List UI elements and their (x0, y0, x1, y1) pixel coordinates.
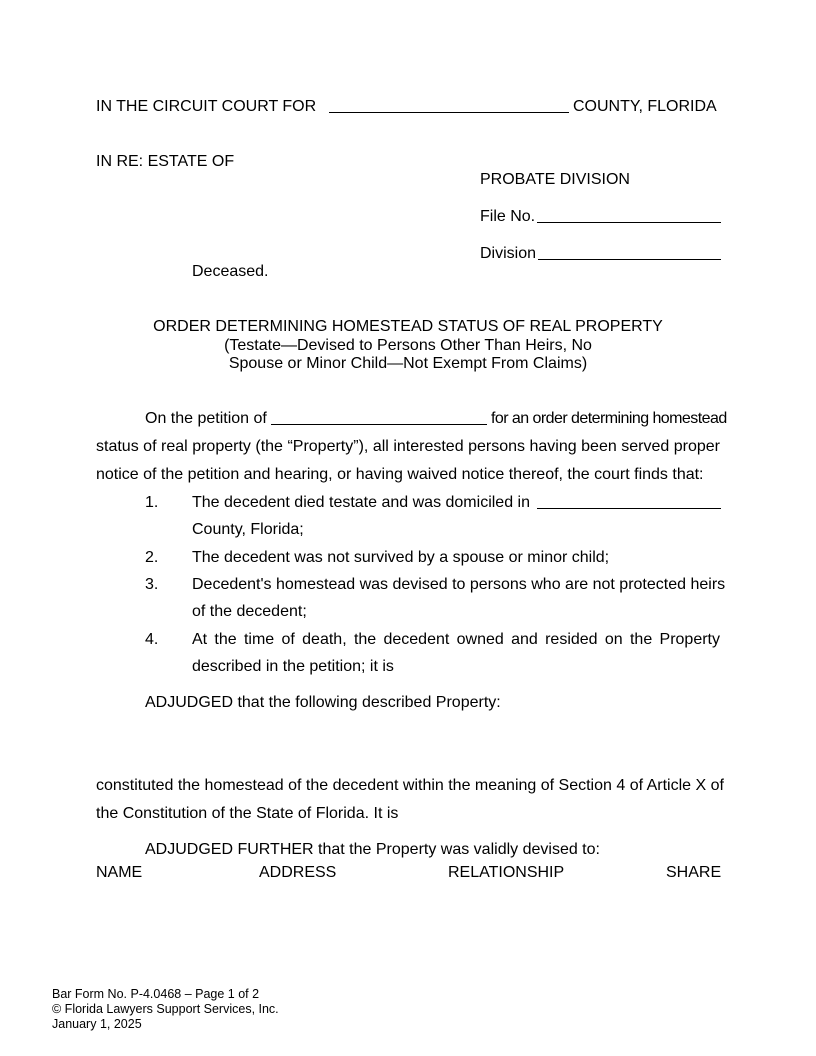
order-subtitle-line2: Spouse or Minor Child—Not Exempt From Claims) (228, 355, 588, 372)
probate-division: PROBATE DIVISION (480, 171, 630, 188)
footer-date: January 1, 2025 (52, 1017, 142, 1031)
footer-form-number: Bar Form No. P-4.0468 – Page 1 of 2 (52, 987, 260, 1001)
finding-1-text: The decedent died testate and was domiciled in (192, 494, 530, 511)
court-prefix: IN THE CIRCUIT COURT FOR (96, 98, 317, 115)
domicile-county-blank[interactable] (537, 494, 721, 509)
division-label: Division (480, 245, 537, 262)
file-no-label: File No. (480, 208, 536, 225)
petition-suffix: for an order determining homestead (491, 410, 727, 427)
finding-3-text: Decedent's homestead was devised to persons who are not protected heirs (192, 576, 726, 593)
court-header (96, 98, 316, 116)
adjudged-clause: ADJUDGED that the following described Property: (145, 694, 501, 711)
petitioner-blank[interactable] (271, 410, 487, 425)
constituted-line2: the Constitution of the State of Florida. It is (96, 805, 399, 822)
petition-prefix: On the petition of (145, 410, 267, 427)
header-relationship: RELATIONSHIP (448, 864, 565, 881)
order-title: ORDER DETERMINING HOMESTEAD STATUS OF REAL PROPERTY (153, 318, 663, 335)
deceased-label: Deceased. (192, 263, 269, 280)
header-share: SHARE (666, 864, 722, 881)
finding-number: 3. (145, 576, 159, 593)
petition-line2: status of real property (the “Property”), all interested persons having been served proper (96, 438, 720, 455)
county-blank[interactable] (329, 98, 569, 113)
finding-number: 2. (145, 549, 159, 566)
petition-line3: notice of the petition and hearing, or having waived notice thereof, the court finds that: (96, 466, 704, 483)
finding-1-text-cont: County, Florida; (192, 521, 304, 538)
file-no-blank[interactable] (537, 208, 721, 223)
header-address: ADDRESS (259, 864, 337, 881)
header-name: NAME (96, 864, 143, 881)
adjudged-further-clause: ADJUDGED FURTHER that the Property was validly devised to: (145, 841, 600, 858)
footer-copyright: © Florida Lawyers Support Services, Inc. (52, 1002, 279, 1016)
finding-4-text: At the time of death, the decedent owned and resided on the Property (192, 631, 720, 648)
in-re-estate: IN RE: ESTATE OF (96, 153, 235, 170)
finding-number: 1. (145, 494, 159, 511)
constituted-line1: constituted the homestead of the decedent within the meaning of Section 4 of Article X of (96, 777, 724, 794)
court-suffix: COUNTY, FLORIDA (573, 98, 717, 115)
finding-2-text: The decedent was not survived by a spouse or minor child; (192, 549, 610, 566)
finding-3-text-cont: of the decedent; (192, 603, 307, 620)
division-blank[interactable] (538, 245, 721, 260)
finding-number: 4. (145, 631, 159, 648)
finding-4-text-cont: described in the petition; it is (192, 658, 394, 675)
order-subtitle-line1: (Testate—Devised to Persons Other Than Heirs, No (224, 337, 592, 354)
